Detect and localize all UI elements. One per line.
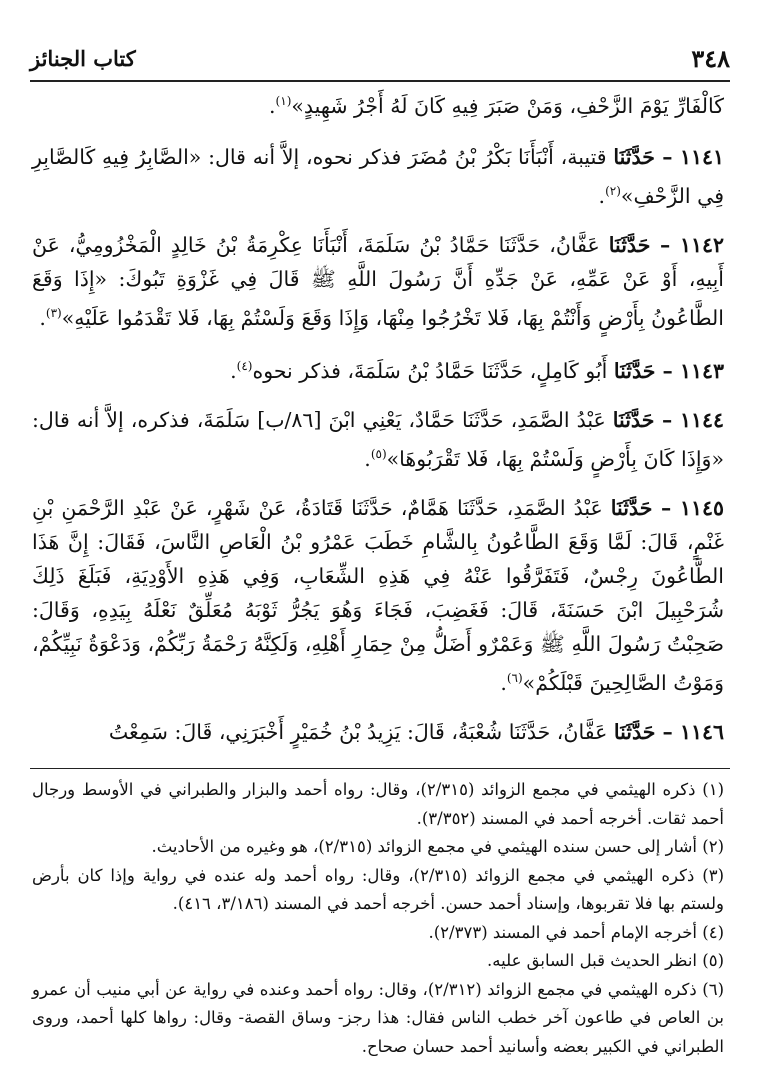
hadith-dash: – <box>652 496 680 521</box>
hadith-opening: حَدَّثَنَا <box>613 144 655 169</box>
footnote-ref: (٤) <box>236 359 253 374</box>
footnote-ref: (٣) <box>45 305 62 320</box>
hadith-1146 <box>32 715 724 749</box>
hadith-text: عَفَّانُ، حَدَّثَنَا شُعْبَةُ، قَالَ: يَزِيدُ بْنُ خُمَيْرٍ أَخْبَرَنِي، قَالَ: سَمِعْتُ <box>108 719 614 744</box>
hadith-1142: ١١٤٢ – حَدَّثَنَا عَفَّانُ، حَدَّثَنَا حَمَّادُ بْنُ سَلَمَةَ، أَنْبَأَنَا عِكْرِمَةُ بْنُ خَالِدٍ الْمَخْزُومِيُّ، عَنْ أَبِيهِ، أَوْ عَنْ عَمِّهِ، عَنْ جَدِّهِ أَنَّ رَسُولَ اللَّهِ ﷺ قَالَ فِي غَزْوَةِ تَبُوكَ: «إِذَا وَقَعَ الطَّاعُونُ بِأَرْضٍ وَأَنْتُمْ بِهَا، فَلا تَخْرُجُوا مِنْهَا، وَإِذَا وَقَعَ وَلَسْتُمْ بِهَا، فَلا تَقْدَمُوا عَلَيْهِ»$^{(٣)}$. <box>32 232 724 330</box>
header-divider <box>30 80 730 82</box>
page-header <box>30 42 730 78</box>
hadith-dash: – <box>655 719 680 744</box>
book-title: كتاب الجنائز <box>30 46 136 71</box>
hadith-1145: ١١٤٥ – حَدَّثَنَا عَبْدُ الصَّمَدِ، حَدَّثَنَا هَمَّامٌ، حَدَّثَنَا قَتَادَةُ، عَنْ شَهْرٍ، عَنْ عَبْدِ الرَّحْمَنِ بْنِ غَنْمٍ، قَالَ: لَمَّا وَقَعَ الطَّاعُونُ بِالشَّامِ خَطَبَ عَمْرُو بْنُ الْعَاصِ النَّاسَ، فَقَالَ: إِنَّ هَذَا الطَّاعُونَ رِجْسٌ، فَتَفَرَّقُوا عَنْهُ فِي هَذِهِ الشِّعَابِ، وَفِي هَذِهِ الأَوْدِيَةِ، فَبَلَغَ ذَلِكَ شُرَحْبِيلَ ابْنَ حَسَنَةَ، قَالَ: فَغَضِبَ، فَجَاءَ وَهُوَ يَجُرُّ ثَوْبَهُ مُعَلِّقٌ نَعْلَهُ بِيَدِهِ، وَقَالَ: صَحِبْتُ رَسُولَ اللَّهِ ﷺ وَعَمْرٌو أَضَلُّ مِنْ حِمَارِ أَهْلِهِ، وَلَكِنَّهُ رَحْمَةُ رَبِّكُمْ، وَدَعْوَةُ نَبِيِّكُمْ، وَمَوْتُ الصَّالِحِينَ قَبْلَكُمْ»$^{(٦)}$. <box>32 496 724 695</box>
footnote-ref: (٥) <box>370 447 387 462</box>
footnote-6: (٦) ذكره الهيثمي في مجمع الزوائد (٢/٣١٢)، وقال: رواه أحمد وعنده في رواية عن أبي منيب أن عمرو بن العاص في طاعون آخر خطب الناس فقال: هذا رجز- وساق القصة- وقال: رواها كلها أحمد، وروى الطبراني في الكبير بعضه وأسانيد أحمد حسان صحاح. <box>32 979 725 1056</box>
footnote-divider <box>30 768 730 769</box>
hadith-text: عَبْدُ الصَّمَدِ، حَدَّثَنَا هَمَّامٌ، حَدَّثَنَا قَتَادَةُ، عَنْ شَهْرٍ، عَنْ عَبْدِ الرَّحْمَنِ بْنِ غَنْمٍ، قَالَ: لَمَّا وَقَعَ الطَّاعُونُ بِالشَّامِ خَطَبَ عَمْرُو بْنُ الْعَاصِ النَّاسَ، فَقَالَ: إِنَّ هَذَا الطَّاعُونَ رِجْسٌ، فَتَفَرَّقُوا عَنْهُ فِي هَذِهِ الشِّعَابِ، وَفِي هَذِهِ الأَوْدِيَةِ، فَبَلَغَ ذَلِكَ شُرَحْبِيلَ ابْنَ حَسَنَةَ، قَالَ: فَغَضِبَ، فَجَاءَ وَهُوَ يَجُرُّ ثَوْبَهُ مُعَلِّقٌ نَعْلَهُ بِيَدِهِ، وَقَالَ: صَحِبْتُ رَسُولَ اللَّهِ ﷺ وَعَمْرٌو أَضَلُّ مِنْ حِمَارِ أَهْلِهِ، وَلَكِنَّهُ رَحْمَةُ رَبِّكُمْ، وَدَعْوَةُ نَبِيِّكُمْ، وَمَوْتُ الصَّالِحِينَ قَبْلَكُمْ» <box>32 496 724 695</box>
hadith-continuation: كَالْفَارِّ يَوْمَ الزَّحْفِ، وَمَنْ صَبَرَ فِيهِ كَانَ لَهُ أَجْرُ شَهِيدٍ»$^{(١)}$. <box>269 93 724 118</box>
footnote-ref: (٢) <box>605 183 621 198</box>
hadith-dash: – <box>654 144 680 169</box>
footnote-1: (١) ذكره الهيثمي في مجمع الزوائد (٢/٣١٥)، وقال: رواه أحمد والبزار والطبراني في الأوسط ورجال أحمد ثقات. أخرجه أحمد في المسند (٣/٣٥٢). <box>32 780 725 828</box>
hadith-text: كَالْفَارِّ يَوْمَ الزَّحْفِ، وَمَنْ صَبَرَ فِيهِ كَانَ لَهُ أَجْرُ شَهِيدٍ» <box>291 93 724 118</box>
footnote-5: (٥) انظر الحديث قبل السابق عليه. <box>487 951 724 970</box>
hadith-text: عَبْدُ الصَّمَدِ، حَدَّثَنَا حَمَّادٌ، يَعْنِي ابْنَ [٨٦/ب] سَلَمَةَ، فذكره، إلاَّ أنه قال: «وَإِذَا كَانَ بِأَرْضٍ وَلَسْتُمْ بِهَا، فَلا تَقْرَبُوهَا» <box>32 408 724 472</box>
hadith-1141: ١١٤١ – حَدَّثَنَا قتيبة، أَنْبَأَنَا بَكْرُ بْنُ مُضَرَ فذكر نحوه، إلاَّ أنه قال: «الصَّابِرُ فِيهِ كَالصَّابِرِ فِي الزَّحْفِ»$^{(٢)}$. <box>32 144 724 208</box>
hadith-text: أَبُو كَامِلٍ، حَدَّثَنَا حَمَّادُ بْنُ سَلَمَةَ، فذكر نحوه <box>252 359 614 384</box>
footnote-ref: (١) <box>275 94 292 108</box>
footnotes <box>32 776 724 1061</box>
hadith-text: قتيبة، أَنْبَأَنَا بَكْرُ بْنُ مُضَرَ فذكر نحوه، إلاَّ أنه قال: «الصَّابِرُ فِيهِ كَالصَّابِرِ فِي الزَّحْفِ» <box>32 144 724 208</box>
footnote-3: (٣) ذكره الهيثمي في مجمع الزوائد (٢/٣١٥)، وقال: رواه أحمد وله عنده في رواية وإذا كان بأرض ولستم بها فلا تقربوها، وإسناد أحمد حسن. أخرجه أحمد في المسند (٣/١٨٦، ٤١٦). <box>32 865 725 913</box>
hadith-number: ١١٤١ <box>679 144 724 169</box>
hadith-opening: حَدَّثَنَا <box>612 408 655 433</box>
main-text <box>32 84 724 764</box>
page-number: ٣٤٨ <box>691 44 730 73</box>
hadith-opening: حَدَّثَنَا <box>608 232 651 257</box>
footnote-ref: (٦) <box>506 671 523 686</box>
hadith-number: ١١٤٣ <box>679 359 724 384</box>
hadith-number: ١١٤٥ <box>679 496 724 521</box>
hadith-text: عَفَّانُ، حَدَّثَنَا حَمَّادُ بْنُ سَلَمَةَ، أَنْبَأَنَا عِكْرِمَةُ بْنُ خَالِدٍ الْمَخْزُومِيُّ، عَنْ أَبِيهِ، أَوْ عَنْ عَمِّهِ، عَنْ جَدِّهِ أَنَّ رَسُولَ اللَّهِ ﷺ قَالَ فِي غَزْوَةِ تَبُوكَ: «إِذَا وَقَعَ الطَّاعُونُ بِأَرْضٍ وَأَنْتُمْ بِهَا، فَلا تَخْرُجُوا مِنْهَا، وَإِذَا وَقَعَ وَلَسْتُمْ بِهَا، فَلا تَقْدَمُوا عَلَيْهِ» <box>32 232 724 330</box>
hadith-opening: حَدَّثَنَا <box>613 359 656 384</box>
footnote-4: (٤) أخرجه الإمام أحمد في المسند (٢/٣٧٣). <box>428 922 724 942</box>
hadith-1143: ١١٤٣ – حَدَّثَنَا أَبُو كَامِلٍ، حَدَّثَنَا حَمَّادُ بْنُ سَلَمَةَ، فذكر نحوه$^{(٤)}$. <box>230 359 724 384</box>
hadith-dash: – <box>654 408 680 433</box>
hadith-opening: حَدَّثَنَا <box>610 496 653 521</box>
footnote-2: (٢) أشار إلى حسن سنده الهيثمي في مجمع الزوائد (٢/٣١٥)، هو وغيره من الأحاديث. <box>151 837 724 856</box>
hadith-1144: ١١٤٤ – حَدَّثَنَا عَبْدُ الصَّمَدِ، حَدَّثَنَا حَمَّادٌ، يَعْنِي ابْنَ [٨٦/ب] سَلَمَةَ، فذكره، إلاَّ أنه قال: «وَإِذَا كَانَ بِأَرْضٍ وَلَسْتُمْ بِهَا، فَلا تَقْرَبُوهَا»$^{(٥)}$. <box>32 408 724 472</box>
hadith-opening: حَدَّثَنَا <box>613 719 656 744</box>
hadith-dash: – <box>650 232 680 257</box>
hadith-number: ١١٤٦ <box>679 719 724 744</box>
hadith-number: ١١٤٢ <box>679 232 724 257</box>
hadith-dash: – <box>655 359 680 384</box>
hadith-number: ١١٤٤ <box>679 408 724 433</box>
